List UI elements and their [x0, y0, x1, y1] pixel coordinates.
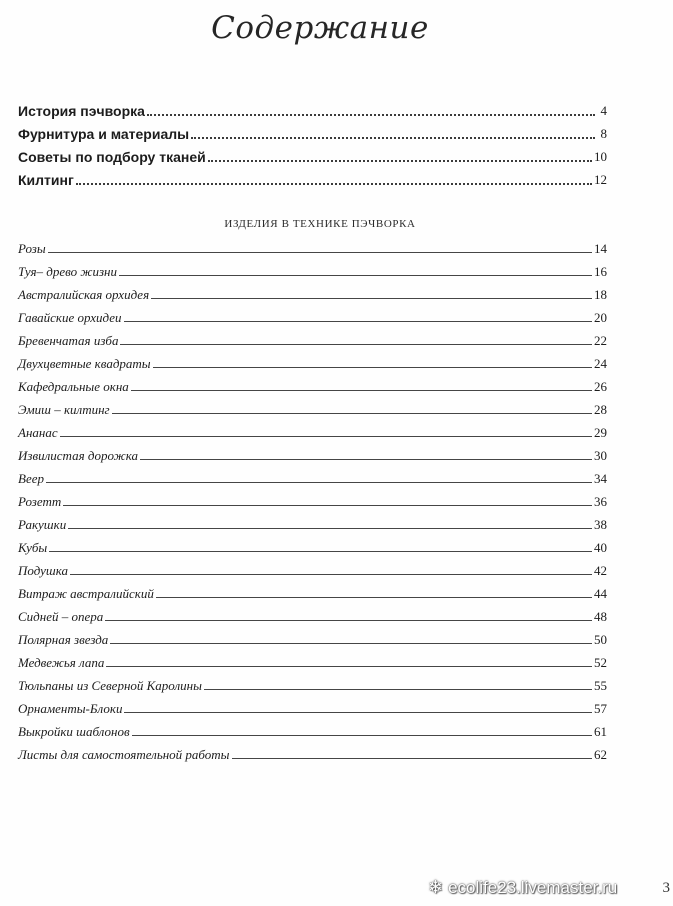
leader-line [49, 551, 592, 552]
toc-entry[interactable] [18, 169, 607, 189]
toc-entry-page: 38 [594, 517, 607, 532]
toc-entry-page: 4 [600, 103, 607, 118]
leader-line [105, 620, 592, 621]
toc-entry-page: 14 [594, 241, 607, 256]
toc-entry[interactable] [18, 491, 607, 511]
toc-entry-page: 52 [594, 655, 607, 670]
toc-entry-page: 50 [594, 632, 607, 647]
toc-entry[interactable] [18, 146, 607, 166]
toc-entry-label: Туя– древо жизни [18, 264, 117, 279]
toc-entry[interactable] [18, 399, 607, 419]
toc-entry-label: Полярная звезда [18, 632, 109, 647]
snowflake-icon: ❄ [428, 877, 444, 897]
leader-line [132, 735, 592, 736]
toc-entry[interactable] [18, 537, 607, 557]
toc-entry-page: 12 [594, 172, 607, 187]
toc-entry-page: 57 [594, 701, 607, 716]
toc-entry-label: Кубы [18, 540, 48, 555]
toc-entry[interactable] [18, 307, 607, 327]
leader-line [106, 666, 592, 667]
toc-entry-page: 18 [594, 287, 607, 302]
dot-leader [191, 137, 595, 139]
toc-entry[interactable] [18, 744, 607, 764]
leader-line [156, 597, 592, 598]
leader-line [124, 321, 592, 322]
leader-line [68, 528, 592, 529]
toc-entry[interactable] [18, 238, 607, 258]
toc-entry-page: 30 [594, 448, 607, 463]
toc-entry[interactable] [18, 652, 607, 672]
toc-entry[interactable] [18, 100, 607, 120]
section-heading: ИЗДЕЛИЯ В ТЕХНИКЕ ПЭЧВОРКА [224, 218, 416, 230]
toc-entry-page: 26 [594, 379, 607, 394]
toc-entry-page: 16 [594, 264, 607, 279]
dot-leader [208, 160, 592, 162]
leader-line [48, 252, 592, 253]
watermark [428, 877, 617, 898]
toc-entry-label: История пэчворка [18, 103, 145, 119]
dot-leader [76, 183, 592, 185]
toc-entry-label: Гавайские орхидеи [18, 310, 122, 325]
toc-entry-page: 61 [594, 724, 607, 739]
toc-entry-page: 29 [594, 425, 607, 440]
toc-entry[interactable] [18, 721, 607, 741]
toc-entry-label: Витраж австралийский [18, 586, 154, 601]
toc-entry-label: Медвежья лапа [18, 655, 105, 670]
toc-entry[interactable] [18, 698, 607, 718]
toc-entry-label: Ананас [18, 425, 58, 440]
leader-line [140, 459, 592, 460]
toc-entry-label: Веер [18, 471, 44, 486]
toc-entry[interactable] [18, 514, 607, 534]
toc-entry-label: Австралийская орхидея [18, 287, 150, 302]
leader-line [232, 758, 593, 759]
leader-line [60, 436, 592, 437]
toc-entry-label: Извилистая дорожка [18, 448, 138, 463]
leader-line [110, 643, 592, 644]
leader-line [120, 344, 592, 345]
toc-entry-label: Ракушки [18, 517, 67, 532]
toc-entry-page: 34 [594, 471, 607, 486]
toc-entry-label: Фурнитура и материалы [18, 126, 190, 142]
toc-entry-label: Розетт [18, 494, 62, 509]
leader-line [70, 574, 592, 575]
watermark-text: ecolife23.livemaster.ru [448, 877, 618, 897]
toc-entry[interactable] [18, 123, 607, 143]
toc-entry-label: Советы по подбору тканей [18, 149, 206, 165]
toc-entry-page: 10 [594, 149, 607, 164]
toc-entry-page: 28 [594, 402, 607, 417]
toc-entry-label: Эмиш – килтинг [18, 402, 110, 417]
toc-entry[interactable] [18, 422, 607, 442]
dot-leader [147, 114, 595, 116]
leader-line [63, 505, 592, 506]
toc-entry[interactable] [18, 583, 607, 603]
toc-entry[interactable] [18, 284, 607, 304]
leader-line [153, 367, 592, 368]
toc-entry-label: Кафедральные окна [18, 379, 129, 394]
toc-entry-label: Орнаменты-Блоки [18, 701, 123, 716]
leader-line [112, 413, 592, 414]
toc-entry[interactable] [18, 376, 607, 396]
page-number: 3 [662, 880, 670, 896]
toc-entry[interactable] [18, 353, 607, 373]
toc-entry-label: Листы для самостоятельной работы [18, 747, 230, 762]
toc-entry-label: Бревенчатая изба [18, 333, 119, 348]
leader-line [151, 298, 592, 299]
toc-entry-page: 8 [600, 126, 607, 141]
toc-entry-label: Двухцветные квадраты [18, 356, 151, 371]
leader-line [204, 689, 592, 690]
toc-entry-label: Тюльпаны из Северной Каролины [18, 678, 202, 693]
toc-entry[interactable] [18, 675, 607, 695]
toc-entry-page: 42 [594, 563, 607, 578]
toc-entry-label: Розы [18, 241, 46, 256]
toc-entry[interactable] [18, 606, 607, 626]
leader-line [119, 275, 592, 276]
toc-entry[interactable] [18, 445, 607, 465]
toc-entry-page: 62 [594, 747, 607, 762]
toc-entry-page: 24 [594, 356, 607, 371]
toc-entry-label: Сидней – опера [18, 609, 104, 624]
toc-entry-label: Выкройки шаблонов [18, 724, 130, 739]
toc-entry-page: 20 [594, 310, 607, 325]
toc-entry-page: 40 [594, 540, 607, 555]
leader-line [46, 482, 592, 483]
toc-entry-page: 55 [594, 678, 607, 693]
toc-entry[interactable] [18, 261, 607, 281]
toc-entry-page: 22 [594, 333, 607, 348]
toc-entry[interactable] [18, 629, 607, 649]
toc-entry-page: 48 [594, 609, 607, 624]
leader-line [131, 390, 592, 391]
toc-entry[interactable] [18, 560, 607, 580]
toc-entry[interactable] [18, 330, 607, 350]
toc-entry-label: Подушка [18, 563, 68, 578]
toc-entry[interactable] [18, 468, 607, 488]
page-title: Содержание [211, 10, 429, 46]
toc-entry-label: Килтинг [18, 172, 74, 188]
leader-line [124, 712, 592, 713]
toc-entry-page: 44 [594, 586, 607, 601]
toc-entry-page: 36 [594, 494, 607, 509]
